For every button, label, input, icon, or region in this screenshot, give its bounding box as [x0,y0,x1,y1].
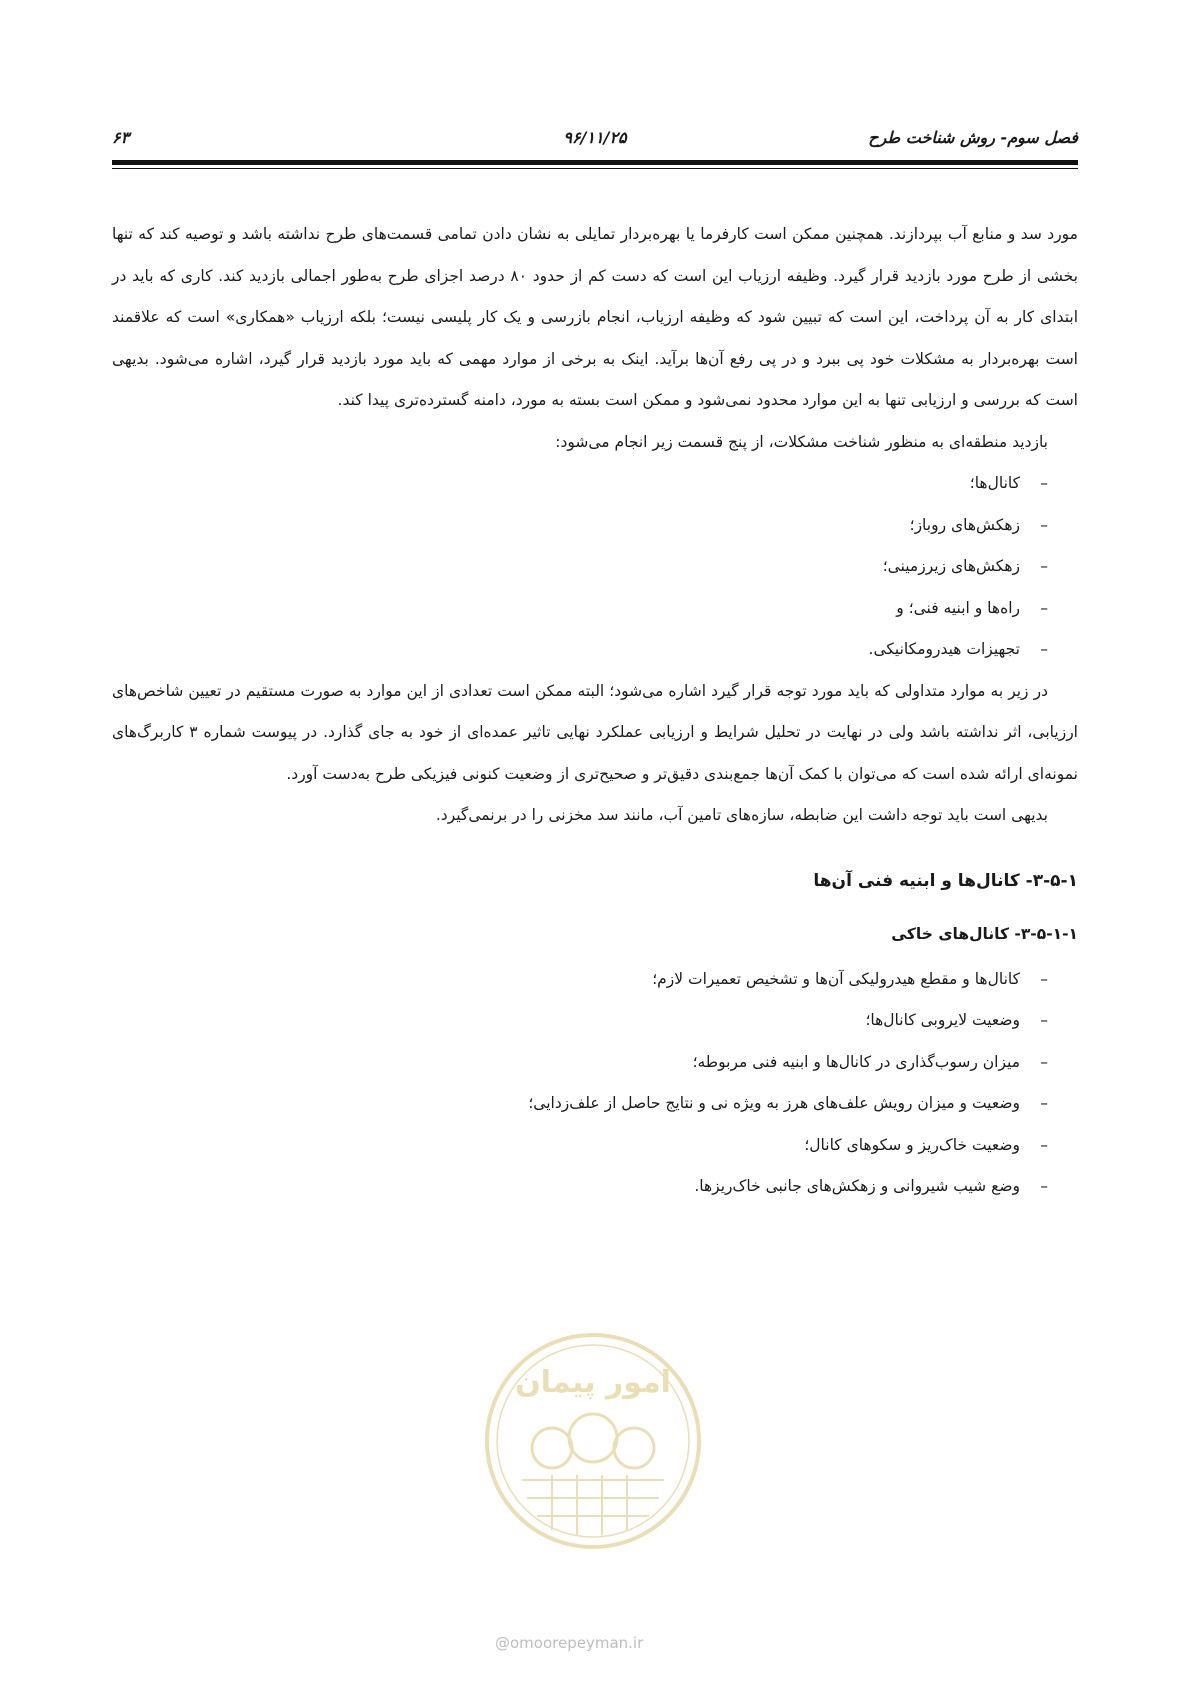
svg-text:امور پیمان: امور پیمان [515,1365,671,1400]
page-body [112,214,1078,1208]
header-date: ۹۶/۱۱/۲۵ [563,128,627,147]
visit-intro: بازدید منطقه‌ای به منظور شناخت مشکلات، از پنج قسمت زیر انجام می‌شود: [555,432,1048,451]
header-rule-thick [112,160,1078,165]
watermark-url: @omoorepeyman.ir [495,1634,644,1652]
canal-list [112,959,1078,1208]
intro-paragraph: مورد سد و منابع آب بپردازند. همچنین ممکن است کارفرما یا بهره‌بردار تمایلی به نشان دادن تمامی قسمت‌های طرح نداشته باشد و توصیه کند که تنها بخشی از طرح مورد بازدید قرار گیرد. وظیفه ارزیاب این است که دست کم از حدود ۸۰ درصد اجزای طرح به‌طور اجمالی بازدید کند. کاری که باید در ابتدای کار به آن پرداخت، این است که تبیین شود که وظیفه ارزیاب، انجام بازرسی و یک کار پلیسی نیست؛ بلکه ارزیاب «همکاری» است که علاقمند است بهره‌بردار به مشکلات خود پی ببرد و در پی رفع آن‌ها برآید. اینک به برخی از موارد مهمی که باید مورد بازدید قرار گیرد، اشاره می‌شود. بدیهی است که بررسی و ارزیابی تنها به این موارد محدود نمی‌شود و ممکن است بسته به مورد، دامنه گسترده‌تری پیدا کند. [112,225,1078,409]
list-item: – زهکش‌های روباز؛ [112,505,1048,547]
list-item: – تجهیزات هیدرومکانیکی. [112,629,1048,671]
watermark-seal [482,1330,704,1552]
list-item: – وضعیت خاک‌ریز و سکوهای کانال؛ [112,1125,1048,1167]
visit-list [112,463,1078,671]
list-item: – میزان رسوب‌گذاری در کانال‌ها و ابنیه فنی مربوطه؛ [112,1042,1048,1084]
chapter-title: فصل سوم- روش شناخت طرح [868,128,1078,147]
subsection-heading: ۳-۵-۱-۱- کانال‌های خاکی [891,924,1078,943]
list-item: – زهکش‌های زیرزمینی؛ [112,546,1048,588]
page-header [112,128,1078,154]
list-item: – کانال‌ها؛ [112,463,1048,505]
header-rule-thin [112,168,1078,169]
paragraph-common-items: در زیر به موارد متداولی که باید مورد توجه قرار گیرد اشاره می‌شود؛ البته ممکن است تعدادی از این موارد به صورت مستقیم در تعیین شاخص‌های ارزیابی، اثر نداشته باشد ولی در نهایت در تحلیل شرایط و ارزیابی عملکرد نهایی تاثیر عمده‌ای از خود به جای گذارد. در پیوست شماره ۳ کاربرگ‌های نمونه‌ای ارائه شده است که می‌توان با کمک آن‌ها جمع‌بندی دقیق‌تر و صحیح‌تری از وضعیت کنونی فیزیکی طرح به‌دست آورد. [112,681,1078,783]
list-item: – راه‌ها و ابنیه فنی؛ و [112,588,1048,630]
list-item: – وضع شیب شیروانی و زهکش‌های جانبی خاک‌ریزها. [112,1166,1048,1208]
list-item: – وضعیت و میزان رویش علف‌های هرز به ویژه نی و نتایج حاصل از علف‌زدایی؛ [112,1083,1048,1125]
page-number: ۶۳ [112,128,130,147]
list-item: – وضعیت لایروبی کانال‌ها؛ [112,1000,1048,1042]
list-item: – کانال‌ها و مقطع هیدرولیکی آن‌ها و تشخیص تعمیرات لازم؛ [112,959,1048,1001]
paragraph-scope-note: بدیهی است باید توجه داشت این ضابطه، سازه‌های تامین آب، مانند سد مخزنی را در برنمی‌گیرد. [435,806,1048,824]
section-heading: ۳-۵-۱- کانال‌ها و ابنیه فنی آن‌ها [813,870,1078,891]
